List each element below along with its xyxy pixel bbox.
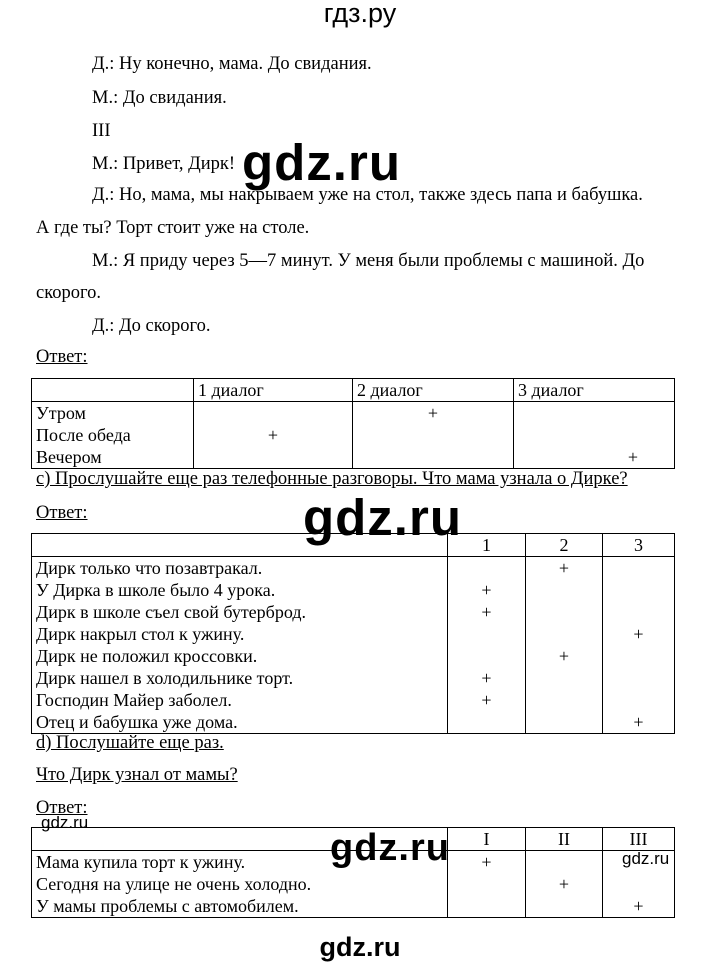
column-header: 2 диалог [353,379,514,402]
answer-label: Ответ: [36,503,88,523]
check-mark: + [558,558,570,578]
watermark: gdz.ru [303,489,462,546]
row-label: Дирк нашел в холодильнике торт. [36,668,294,688]
answer-label: Ответ: [36,347,88,367]
row-label: Господин Майер заболел. [36,690,232,710]
row-label: У Дирка в школе было 4 урока. [36,580,276,600]
dialogue-line: Д.: До скорого. [92,316,211,336]
answer-table-1 [31,378,675,469]
column-header: 3 [603,534,675,557]
dialogue-line: скорого. [36,283,102,303]
dialogue-line: III [92,121,111,141]
table-row [32,557,675,734]
answer-table-2 [31,533,675,734]
dialogue-line: М.: Я приду через 5—7 минут. У меня были проблемы с машиной. До [92,251,645,271]
row-label: Дирк не положил кроссовки. [36,646,258,666]
row-label: После обеда [36,425,131,445]
row-label: Отец и бабушка уже дома. [36,712,238,732]
dialogue-line: М.: До свидания. [92,88,227,108]
check-mark: + [481,580,492,600]
check-mark: + [633,712,644,732]
watermark-small: gdz.ru [41,813,89,832]
watermark: gdz.ru [242,134,401,191]
row-label: Сегодня на улице не очень холодно. [36,874,312,894]
check-mark: + [558,874,570,894]
table-row [32,402,675,469]
check-mark: + [267,425,279,445]
column-header: 1 диалог [194,379,353,402]
row-label: Дирк в школе съел свой бутерброд. [36,602,306,622]
answer-label: Ответ: [36,798,88,818]
column-header: I [448,828,526,851]
check-mark: + [427,403,439,423]
column-header: 3 диалог [514,379,675,402]
column-header: II [526,828,603,851]
check-mark: + [481,852,492,872]
row-label: Дирк только что позавтракал. [36,558,263,578]
row-label: Вечером [36,447,102,467]
column-header: III [603,828,675,851]
dialogue-line: Д.: Но, мама, мы накрываем уже на стол, также здесь папа и бабушка. [92,185,643,205]
check-mark: + [633,896,644,916]
check-mark: + [481,690,492,710]
row-label: Дирк накрыл стол к ужину. [36,624,245,644]
check-mark: + [558,646,570,666]
row-label: Утром [36,403,86,423]
table-header-row [32,379,675,402]
task-d-question: Что Дирк узнал от мамы? [36,765,238,785]
column-header: 2 [526,534,603,557]
dialogue-line: М.: Привет, Дирк! [92,154,236,174]
column-header: 1 [448,534,526,557]
check-mark: + [481,602,492,622]
row-label: У мамы проблемы с автомобилем. [36,896,299,916]
task-c: с) Прослушайте еще раз телефонные разговоры. Что мама узнала о Дирке? [36,469,628,489]
site-title: гдз.ру [323,0,397,28]
dialogue-line: Д.: Ну конечно, мама. До свидания. [92,54,372,74]
watermark-small: gdz.ru [622,849,670,868]
check-mark: + [633,624,644,644]
site-footer: gdz.ru [319,932,401,962]
watermark: gdz.ru [330,827,450,869]
dialogue-line: А где ты? Торт стоит уже на столе. [36,218,310,238]
check-mark: + [627,447,639,467]
row-label: Мама купила торт к ужину. [36,852,246,872]
check-mark: + [481,668,492,688]
task-d: d) Послушайте еще раз. [36,733,224,753]
